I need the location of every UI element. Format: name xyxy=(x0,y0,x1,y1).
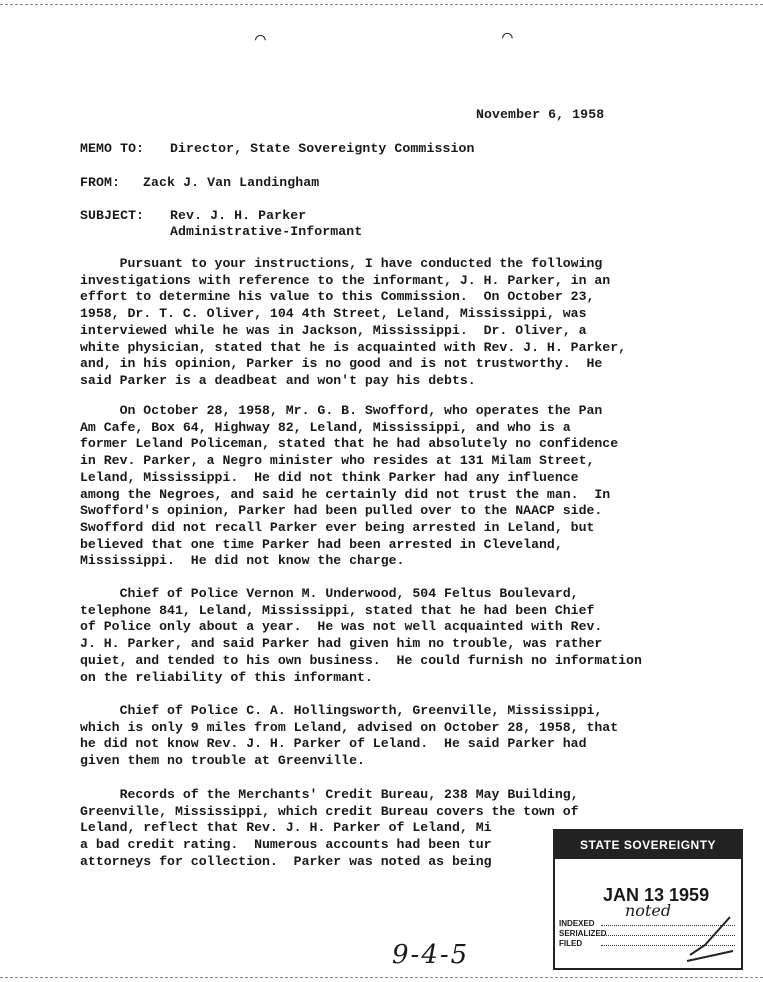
text-line: interviewed while he was in Jackson, Mississippi. Dr. Oliver, a xyxy=(80,322,587,338)
scan-mark-left: ⌒ xyxy=(255,30,266,50)
text-line: which is only 9 miles from Leland, advised on October 28, 1958, that xyxy=(80,719,619,735)
text-line: of Police only about a year. He was not well acquainted with Rev. xyxy=(80,619,603,635)
text-line: Records of the Merchants' Credit Bureau, 238 May Building, xyxy=(80,787,579,802)
text-line: 1958, Dr. T. C. Oliver, 104 4th Street, Leland, Mississippi, was xyxy=(80,306,587,322)
text-line: he did not know Rev. J. H. Parker of Leland. He said Parker had xyxy=(80,736,587,752)
to-label: MEMO TO: xyxy=(80,141,145,156)
paragraph-2 xyxy=(80,403,730,570)
text-line: former Leland Policeman, stated that he had absolutely no confidence xyxy=(80,436,619,452)
text-line: a bad credit rating. Numerous accounts had been tur xyxy=(80,837,492,853)
subject-label: SUBJECT: xyxy=(80,208,145,223)
paragraph-3 xyxy=(80,586,730,686)
top-edge-divider xyxy=(0,4,763,5)
text-line: and, in his opinion, Parker is no good and is not trustworthy. He xyxy=(80,356,603,372)
text-line: Swofford did not recall Parker ever being arrested in Leland, but xyxy=(80,519,595,535)
text-line: On October 28, 1958, Mr. G. B. Swofford, who operates the Pan xyxy=(80,403,603,418)
stamp-header: STATE SOVEREIGNTY COMMISSION xyxy=(555,831,741,859)
stamp-handwritten-note: noted xyxy=(625,901,672,920)
text-line: effort to determine his value to this Commission. On October 23, xyxy=(80,289,595,305)
text-line: investigations with reference to the informant, J. H. Parker, in an xyxy=(80,272,611,288)
stamp-checkmark-icon xyxy=(685,915,735,963)
text-line: Chief of Police C. A. Hollingsworth, Greenville, Mississippi, xyxy=(80,703,603,718)
text-line: Swofford's opinion, Parker had been pulled over to the NAACP side. xyxy=(80,503,603,519)
received-stamp xyxy=(553,829,743,970)
text-line: in Rev. Parker, a Negro minister who resides at 131 Milam Street, xyxy=(80,453,595,469)
text-line: among the Negroes, and said he certainly did not trust the man. In xyxy=(80,486,611,502)
text-line: given them no trouble at Greenville. xyxy=(80,753,365,769)
stamp-row-filed: FILED xyxy=(559,939,583,948)
subject-line-2: Administrative-Informant xyxy=(170,224,363,239)
text-line: Leland, Mississippi. He did not think Parker had any influence xyxy=(80,469,579,485)
handwritten-file-number: 9-4-5 xyxy=(392,940,470,970)
text-line: attorneys for collection. Parker was noted as being xyxy=(80,853,492,869)
stamp-date: JAN 13 1959 xyxy=(603,885,710,905)
text-line: said Parker is a deadbeat and won't pay his debts. xyxy=(80,372,476,388)
memo-date: November 6, 1958 xyxy=(476,107,605,122)
subject-line-1: Rev. J. H. Parker xyxy=(170,208,307,223)
bottom-edge-divider xyxy=(0,977,763,978)
scan-mark-right: ⌒ xyxy=(502,28,513,48)
paragraph-4 xyxy=(80,703,730,770)
text-line: J. H. Parker, and said Parker had given him no trouble, was rather xyxy=(80,636,603,652)
text-line: Chief of Police Vernon M. Underwood, 504 Feltus Boulevard, xyxy=(80,586,579,601)
text-line: on the reliability of this informant. xyxy=(80,669,373,685)
to-value: Director, State Sovereignty Commission xyxy=(170,141,475,156)
text-line: believed that one time Parker had been arrested in Cleveland, xyxy=(80,536,563,552)
paragraph-1 xyxy=(80,256,730,390)
text-line: Leland, reflect that Rev. J. H. Parker of Leland, Mi xyxy=(80,820,492,836)
from-value: Zack J. Van Landingham xyxy=(143,175,320,190)
stamp-row-serialized: SERIALIZED xyxy=(559,929,607,938)
stamp-row-indexed: INDEXED xyxy=(559,919,595,928)
text-line: white physician, stated that he is acquainted with Rev. J. H. Parker, xyxy=(80,339,627,355)
text-line: Mississippi. He did not know the charge. xyxy=(80,553,405,569)
text-line: Am Cafe, Box 64, Highway 82, Leland, Mississippi, and who is a xyxy=(80,419,571,435)
text-line: quiet, and tended to his own business. He could furnish no information xyxy=(80,652,642,668)
text-line: Greenville, Mississippi, which credit Bureau covers the town of xyxy=(80,803,579,819)
text-line: Pursuant to your instructions, I have conducted the following xyxy=(80,256,603,271)
text-line: telephone 841, Leland, Mississippi, stated that he had been Chief xyxy=(80,602,595,618)
from-label: FROM: xyxy=(80,175,121,190)
